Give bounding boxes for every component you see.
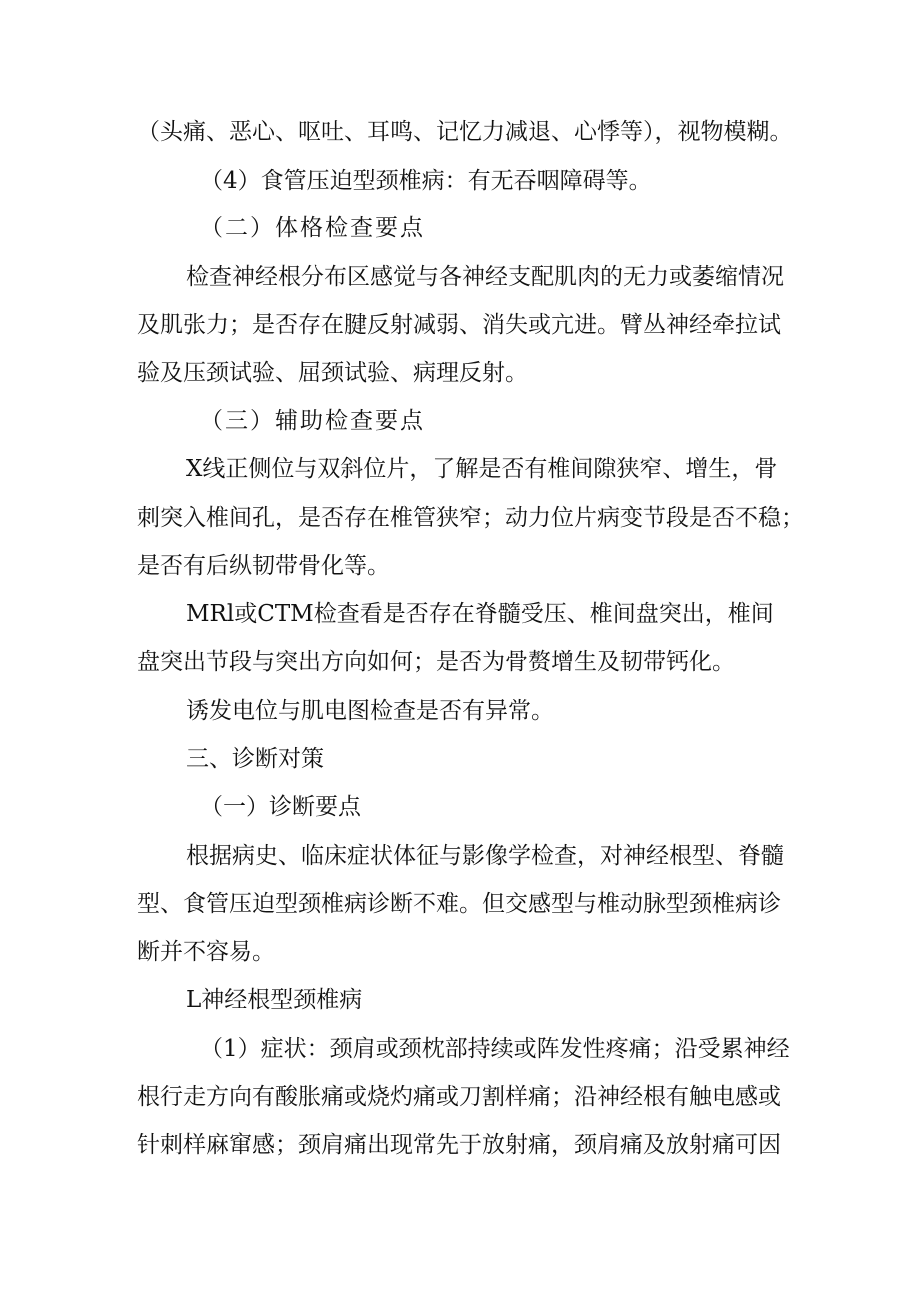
- text-line: MRl或CTM检查看是否存在脊髓受压、椎间盘突出，椎间: [186, 601, 774, 627]
- text-line: 根行走方向有酸胀痛或烧灼痛或刀割样痛；沿神经根有触电感或: [137, 1084, 781, 1110]
- text-line: （4）食管压迫型颈椎病：有无吞咽障碍等。: [200, 168, 652, 194]
- section-heading: 三、诊断对策: [186, 746, 324, 772]
- text-line: X线正侧位与双斜位片，了解是否有椎间隙狭窄、增生，骨: [186, 456, 778, 482]
- text-line: （1）症状：颈肩或颈枕部持续或阵发性疼痛；沿受累神经: [200, 1036, 790, 1062]
- text-line: 及肌张力；是否存在腱反射减弱、消失或亢进。臂丛神经牵拉试: [137, 312, 781, 338]
- text-line: 验及压颈试验、屈颈试验、病理反射。: [137, 360, 528, 386]
- text-line: 刺突入椎间孔，是否存在椎管狭窄；动力位片病变节段是否不稳；: [137, 505, 804, 531]
- text-line: 是否有后纵韧带骨化等。: [137, 553, 390, 579]
- text-line: 盘突出节段与突出方向如何；是否为骨赘增生及韧带钙化。: [137, 649, 735, 675]
- text-line: 根据病史、临床症状体征与影像学检查，对神经根型、脊髓: [186, 843, 784, 869]
- section-heading: （二）体格检查要点: [200, 215, 425, 241]
- section-heading: （一）诊断要点: [200, 794, 361, 820]
- text-line: 检查神经根分布区感觉与各神经支配肌肉的无力或萎缩情况: [186, 264, 784, 290]
- section-heading: L神经根型颈椎病: [186, 987, 363, 1013]
- section-heading: （三）辅助检查要点: [200, 408, 425, 434]
- text-line: 型、食管压迫型颈椎病诊断不难。但交感型与椎动脉型颈椎病诊: [137, 891, 781, 917]
- text-line: 断并不容易。: [137, 939, 275, 965]
- text-line: 针刺样麻窜感；颈肩痛出现常先于放射痛，颈肩痛及放射痛可因: [137, 1132, 781, 1158]
- text-line: （头痛、恶心、呕吐、耳鸣、记忆力减退、心悸等），视物模糊。: [137, 119, 793, 145]
- text-line: 诱发电位与肌电图检查是否有异常。: [186, 698, 554, 724]
